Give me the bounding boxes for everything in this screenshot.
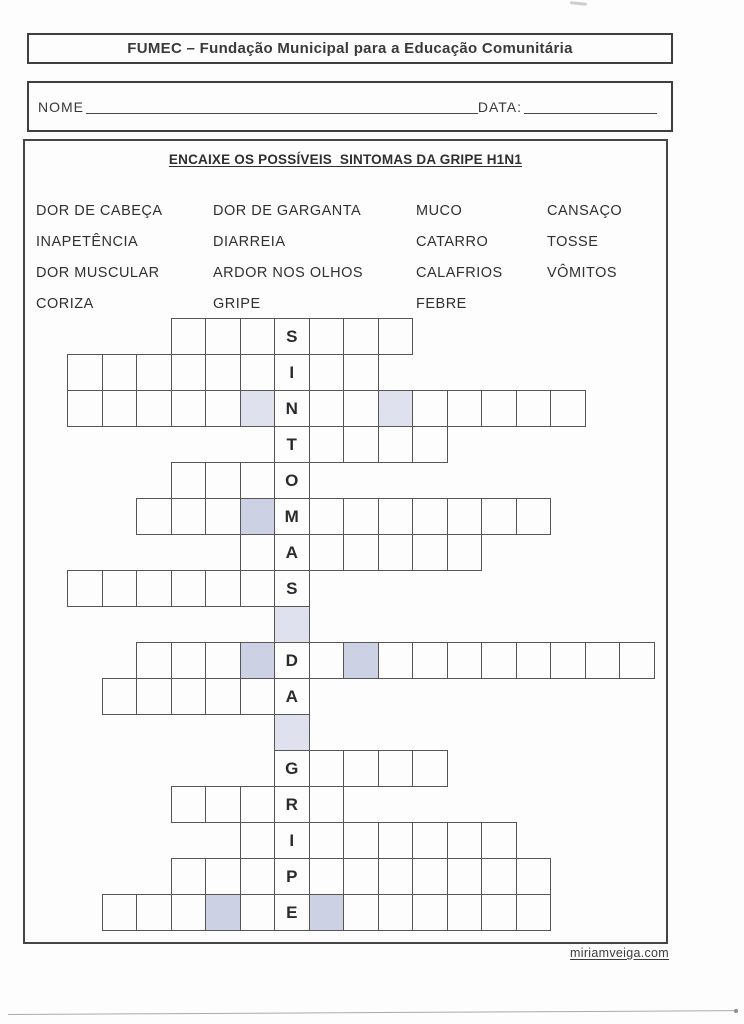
grid-cell-letter[interactable]: A xyxy=(274,534,310,571)
grid-cell[interactable] xyxy=(516,858,552,895)
grid-cell[interactable] xyxy=(481,642,517,679)
word-bank-column xyxy=(213,196,363,319)
grid-cell-space-shaded[interactable] xyxy=(240,498,276,535)
grid-cell[interactable] xyxy=(240,858,276,895)
grid-cell[interactable] xyxy=(102,390,138,427)
grid-cell[interactable] xyxy=(205,390,241,427)
word-item: DOR MUSCULAR xyxy=(36,264,160,281)
grid-cell[interactable] xyxy=(412,894,448,931)
grid-cell[interactable] xyxy=(343,390,379,427)
grid-cell-space-shaded[interactable] xyxy=(205,894,241,931)
grid-cell[interactable] xyxy=(136,642,172,679)
grid-cell-letter[interactable]: I xyxy=(274,354,310,391)
grid-cell[interactable] xyxy=(171,642,207,679)
grid-cell[interactable] xyxy=(240,570,276,607)
word-bank-column xyxy=(547,196,622,288)
grid-cell[interactable] xyxy=(136,678,172,715)
grid-cell[interactable] xyxy=(550,642,586,679)
grid-cell[interactable] xyxy=(516,390,552,427)
grid-cell-letter[interactable]: P xyxy=(274,858,310,895)
grid-cell-letter[interactable]: O xyxy=(274,462,310,499)
grid-cell[interactable] xyxy=(67,354,103,391)
grid-cell[interactable] xyxy=(516,498,552,535)
grid-cell-space-shaded[interactable] xyxy=(274,606,310,643)
grid-cell[interactable] xyxy=(481,390,517,427)
grid-cell[interactable] xyxy=(447,858,483,895)
grid-cell[interactable] xyxy=(585,642,621,679)
grid-cell[interactable] xyxy=(205,462,241,499)
word-item: INAPETÊNCIA xyxy=(36,234,139,251)
grid-cell[interactable] xyxy=(343,894,379,931)
grid-cell[interactable] xyxy=(205,570,241,607)
header-box xyxy=(27,33,673,64)
grid-cell[interactable] xyxy=(309,426,345,463)
grid-cell[interactable] xyxy=(378,498,414,535)
grid-cell[interactable] xyxy=(102,570,138,607)
grid-cell[interactable] xyxy=(240,678,276,715)
grid-cell[interactable] xyxy=(240,786,276,823)
word-bank-column xyxy=(36,196,163,319)
grid-cell[interactable] xyxy=(412,822,448,859)
grid-cell-space-shaded[interactable] xyxy=(240,642,276,679)
grid-cell[interactable] xyxy=(171,894,207,931)
grid-cell[interactable] xyxy=(378,894,414,931)
grid-cell[interactable] xyxy=(447,822,483,859)
grid-cell[interactable] xyxy=(619,642,655,679)
scan-artifact-line xyxy=(8,1010,738,1015)
grid-cell[interactable] xyxy=(516,642,552,679)
grid-cell-letter[interactable]: D xyxy=(274,642,310,679)
grid-cell[interactable] xyxy=(343,498,379,535)
grid-cell[interactable] xyxy=(309,534,345,571)
grid-cell[interactable] xyxy=(102,354,138,391)
word-item: CANSAÇO xyxy=(547,203,623,220)
grid-cell-letter[interactable]: I xyxy=(274,822,310,859)
grid-cell[interactable] xyxy=(412,534,448,571)
word-item: MUCO xyxy=(416,203,463,220)
grid-cell-space-shaded[interactable] xyxy=(378,390,414,427)
grid-cell[interactable] xyxy=(240,318,276,355)
grid-cell[interactable] xyxy=(205,786,241,823)
grid-cell[interactable] xyxy=(171,786,207,823)
grid-cell[interactable] xyxy=(205,318,241,355)
grid-cell[interactable] xyxy=(481,498,517,535)
word-item: DOR DE CABEÇA xyxy=(36,203,163,220)
grid-cell[interactable] xyxy=(412,858,448,895)
grid-cell-letter[interactable]: E xyxy=(274,894,310,931)
grid-cell[interactable] xyxy=(447,498,483,535)
scan-artifact-dot xyxy=(734,1009,738,1013)
name-input-line[interactable] xyxy=(86,99,478,114)
grid-cell[interactable] xyxy=(481,822,517,859)
grid-cell[interactable] xyxy=(240,534,276,571)
grid-cell[interactable] xyxy=(171,462,207,499)
scan-artifact-mark xyxy=(570,1,587,6)
grid-cell[interactable] xyxy=(309,858,345,895)
grid-cell[interactable] xyxy=(412,390,448,427)
grid-cell[interactable] xyxy=(309,498,345,535)
word-item: DIARREIA xyxy=(213,234,286,251)
grid-cell[interactable] xyxy=(343,426,379,463)
word-item: ARDOR NOS OLHOS xyxy=(213,264,364,281)
grid-cell-letter[interactable]: S xyxy=(274,570,310,607)
word-item: FEBRE xyxy=(416,295,467,312)
grid-cell[interactable] xyxy=(171,678,207,715)
grid-cell[interactable] xyxy=(136,390,172,427)
grid-cell[interactable] xyxy=(309,318,345,355)
grid-cell[interactable] xyxy=(412,642,448,679)
grid-cell[interactable] xyxy=(550,390,586,427)
grid-cell[interactable] xyxy=(136,498,172,535)
grid-cell[interactable] xyxy=(516,894,552,931)
grid-cell[interactable] xyxy=(481,858,517,895)
grid-cell-letter[interactable]: A xyxy=(274,678,310,715)
name-date-box xyxy=(27,81,673,132)
grid-cell[interactable] xyxy=(412,750,448,787)
footer-website-link[interactable]: miriamveiga.com xyxy=(570,946,669,960)
grid-cell-letter[interactable]: G xyxy=(274,750,310,787)
word-item: DOR DE GARGANTA xyxy=(213,203,362,220)
grid-cell[interactable] xyxy=(378,750,414,787)
grid-cell[interactable] xyxy=(136,894,172,931)
grid-cell[interactable] xyxy=(102,678,138,715)
grid-cell[interactable] xyxy=(378,318,414,355)
grid-cell[interactable] xyxy=(378,534,414,571)
grid-cell[interactable] xyxy=(481,894,517,931)
grid-cell[interactable] xyxy=(240,894,276,931)
grid-cell[interactable] xyxy=(412,426,448,463)
grid-cell[interactable] xyxy=(309,354,345,391)
grid-cell[interactable] xyxy=(136,570,172,607)
grid-cell[interactable] xyxy=(447,390,483,427)
grid-cell[interactable] xyxy=(171,354,207,391)
grid-cell[interactable] xyxy=(171,390,207,427)
grid-cell[interactable] xyxy=(171,498,207,535)
grid-cell[interactable] xyxy=(378,822,414,859)
word-item: TOSSE xyxy=(547,234,599,251)
grid-cell[interactable] xyxy=(343,750,379,787)
grid-cell[interactable] xyxy=(378,858,414,895)
date-label: DATA: xyxy=(477,98,522,115)
word-item: VÔMITOS xyxy=(547,264,618,281)
grid-cell-letter[interactable]: M xyxy=(274,498,310,535)
grid-cell[interactable] xyxy=(343,354,379,391)
grid-cell[interactable] xyxy=(343,318,379,355)
grid-cell-space-shaded[interactable] xyxy=(309,894,345,931)
grid-cell-letter[interactable]: N xyxy=(274,390,310,427)
grid-cell[interactable] xyxy=(205,642,241,679)
grid-cell[interactable] xyxy=(343,822,379,859)
grid-cell[interactable] xyxy=(102,894,138,931)
grid-cell[interactable] xyxy=(412,498,448,535)
grid-cell-letter[interactable]: S xyxy=(274,318,310,355)
grid-cell-space-shaded[interactable] xyxy=(343,642,379,679)
grid-cell[interactable] xyxy=(205,498,241,535)
name-label: NOME xyxy=(38,98,84,115)
word-item: CATARRO xyxy=(416,234,489,251)
grid-cell[interactable] xyxy=(447,894,483,931)
grid-cell[interactable] xyxy=(447,534,483,571)
grid-cell[interactable] xyxy=(309,822,345,859)
grid-cell[interactable] xyxy=(309,390,345,427)
word-item: CORIZA xyxy=(36,295,94,312)
grid-cell[interactable] xyxy=(343,534,379,571)
date-input-line[interactable] xyxy=(524,99,657,114)
grid-cell[interactable] xyxy=(205,858,241,895)
grid-cell[interactable] xyxy=(171,858,207,895)
grid-cell[interactable] xyxy=(378,642,414,679)
word-bank-column xyxy=(416,196,503,319)
puzzle-instruction: ENCAIXE OS POSSÍVEIS SINTOMAS DA GRIPE H1N1 xyxy=(168,152,523,167)
word-item: GRIPE xyxy=(213,295,261,312)
grid-cell-space-shaded[interactable] xyxy=(240,390,276,427)
grid-cell-letter[interactable]: R xyxy=(274,786,310,823)
grid-cell[interactable] xyxy=(205,354,241,391)
grid-cell[interactable] xyxy=(343,858,379,895)
grid-cell[interactable] xyxy=(67,570,103,607)
grid-cell[interactable] xyxy=(205,678,241,715)
grid-cell[interactable] xyxy=(240,354,276,391)
grid-cell[interactable] xyxy=(136,354,172,391)
grid-cell[interactable] xyxy=(378,426,414,463)
grid-cell[interactable] xyxy=(309,642,345,679)
grid-cell-space-shaded[interactable] xyxy=(274,714,310,751)
grid-cell[interactable] xyxy=(240,462,276,499)
grid-cell[interactable] xyxy=(67,390,103,427)
grid-cell[interactable] xyxy=(171,570,207,607)
grid-cell[interactable] xyxy=(171,318,207,355)
grid-cell-letter[interactable]: T xyxy=(274,426,310,463)
grid-cell[interactable] xyxy=(309,786,345,823)
grid-cell[interactable] xyxy=(309,750,345,787)
word-item: CALAFRIOS xyxy=(416,264,503,281)
grid-cell[interactable] xyxy=(447,642,483,679)
grid-cell[interactable] xyxy=(240,822,276,859)
header-title: FUMEC – Fundação Municipal para a Educação Comunitária xyxy=(127,40,573,57)
